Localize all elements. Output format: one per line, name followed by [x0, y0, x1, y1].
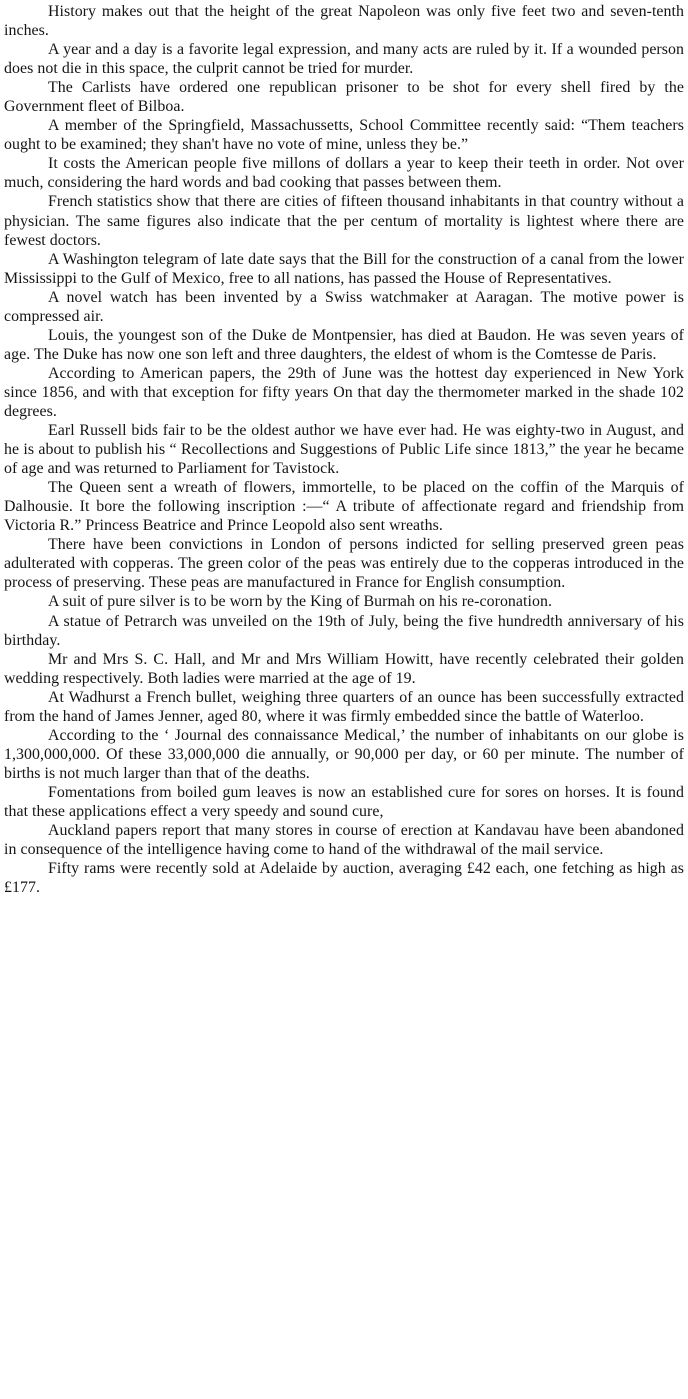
paragraph-swiss-watch: A novel watch has been invented by a Swiss watchmaker at Aaragan. The motive power is compressed air. [4, 288, 684, 325]
paragraph-auckland-papers: Auckland papers report that many stores in course of erection at Kandavau have been abandoned in consequence of the intelligence having come to hand of the withdrawal of the mail service. [4, 822, 684, 859]
paragraph-american-teeth: It costs the American people five millons of dollars a year to keep their teeth in order. Not over much, considering the hard words and bad cooking that passes between them. [4, 155, 684, 192]
paragraph-duke-montpensier: Louis, the youngest son of the Duke de Montpensier, has died at Baudon. He was seven years of age. The Duke has now one son left and three daughters, the eldest of whom is the Comtesse de Paris. [4, 326, 684, 363]
paragraph-napoleon-height: History makes out that the height of the great Napoleon was only five feet two and seven-tenth inches. [4, 3, 684, 40]
paragraph-new-york-heat: According to American papers, the 29th of June was the hottest day experienced in New York since 1856, and with that exception for fifty years On that day the thermometer marked in the shade 102 degrees. [4, 364, 684, 420]
newspaper-column [4, 2, 684, 897]
paragraph-queen-wreath: The Queen sent a wreath of flowers, immortelle, to be placed on the coffin of the Marquis of Dalhousie. It bore the following inscription :—“ A tribute of affectionate regard and friendship from Victoria R.” Princess Beatrice and Prince Leopold also sent wreaths. [4, 479, 684, 535]
paragraph-year-and-a-day: A year and a day is a favorite legal expression, and many acts are ruled by it. If a wounded person does not die in this space, the culprit cannot be tried for murder. [4, 41, 684, 78]
paragraph-gum-leaves: Fomentations from boiled gum leaves is now an established cure for sores on horses. It is found that these applications effect a very speedy and sound cure, [4, 783, 684, 820]
paragraph-washington-telegram: A Washington telegram of late date says that the Bill for the construction of a canal from the lower Mississippi to the Gulf of Mexico, free to all nations, has passed the House of Representatives. [4, 250, 684, 287]
paragraph-petrarch-statue: A statue of Petrarch was unveiled on the 19th of July, being the five hundredth anniversary of his birthday. [4, 612, 684, 649]
paragraph-king-burmah: A suit of pure silver is to be worn by the King of Burmah on his re-coronation. [48, 593, 552, 611]
paragraph-springfield-committee: A member of the Springfield, Massachussetts, School Committee recently said: “Them teachers ought to be examined; they shan't have no vote of mine, unless they be.” [4, 117, 684, 154]
paragraph-wadhurst-bullet: At Wadhurst a French bullet, weighing three quarters of an ounce has been successfully extracted from the hand of James Jenner, aged 80, where it was firmly embedded since the battle of Waterloo. [4, 688, 684, 725]
paragraph-carlists: The Carlists have ordered one republican prisoner to be shot for every shell fired by the Government fleet of Bilboa. [4, 79, 684, 116]
paragraph-green-peas: There have been convictions in London of persons indicted for selling preserved green peas adulterated with copperas. The green color of the peas was entirely due to the copperas introduced in the process of preserving. These peas are manufactured in France for English consumption. [4, 536, 684, 592]
paragraph-earl-russell: Earl Russell bids fair to be the oldest author we have ever had. He was eighty-two in August, and he is about to publish his “ Recollections and Suggestions of Public Life since 1813,” the year he became of age and was returned to Parliament for Tavistock. [4, 422, 684, 478]
paragraph-adelaide-rams: Fifty rams were recently sold at Adelaide by auction, averaging £42 each, one fetching as high as £177. [4, 860, 684, 897]
paragraph-globe-population: According to the ‘ Journal des connaissance Medical,’ the number of inhabitants on our globe is 1,300,000,000. Of these 33,000,000 die annually, or 90,000 per day, or 60 per minute. The number of births is not much larger than that of the deaths. [4, 726, 684, 782]
paragraph-french-statistics: French statistics show that there are cities of fifteen thousand inhabitants in that country without a physician. The same figures also indicate that the per centum of mortality is lightest where there are fewest doctors. [4, 193, 684, 249]
paragraph-golden-weddings: Mr and Mrs S. C. Hall, and Mr and Mrs William Howitt, have recently celebrated their golden wedding respectively. Both ladies were married at the age of 19. [4, 650, 684, 687]
